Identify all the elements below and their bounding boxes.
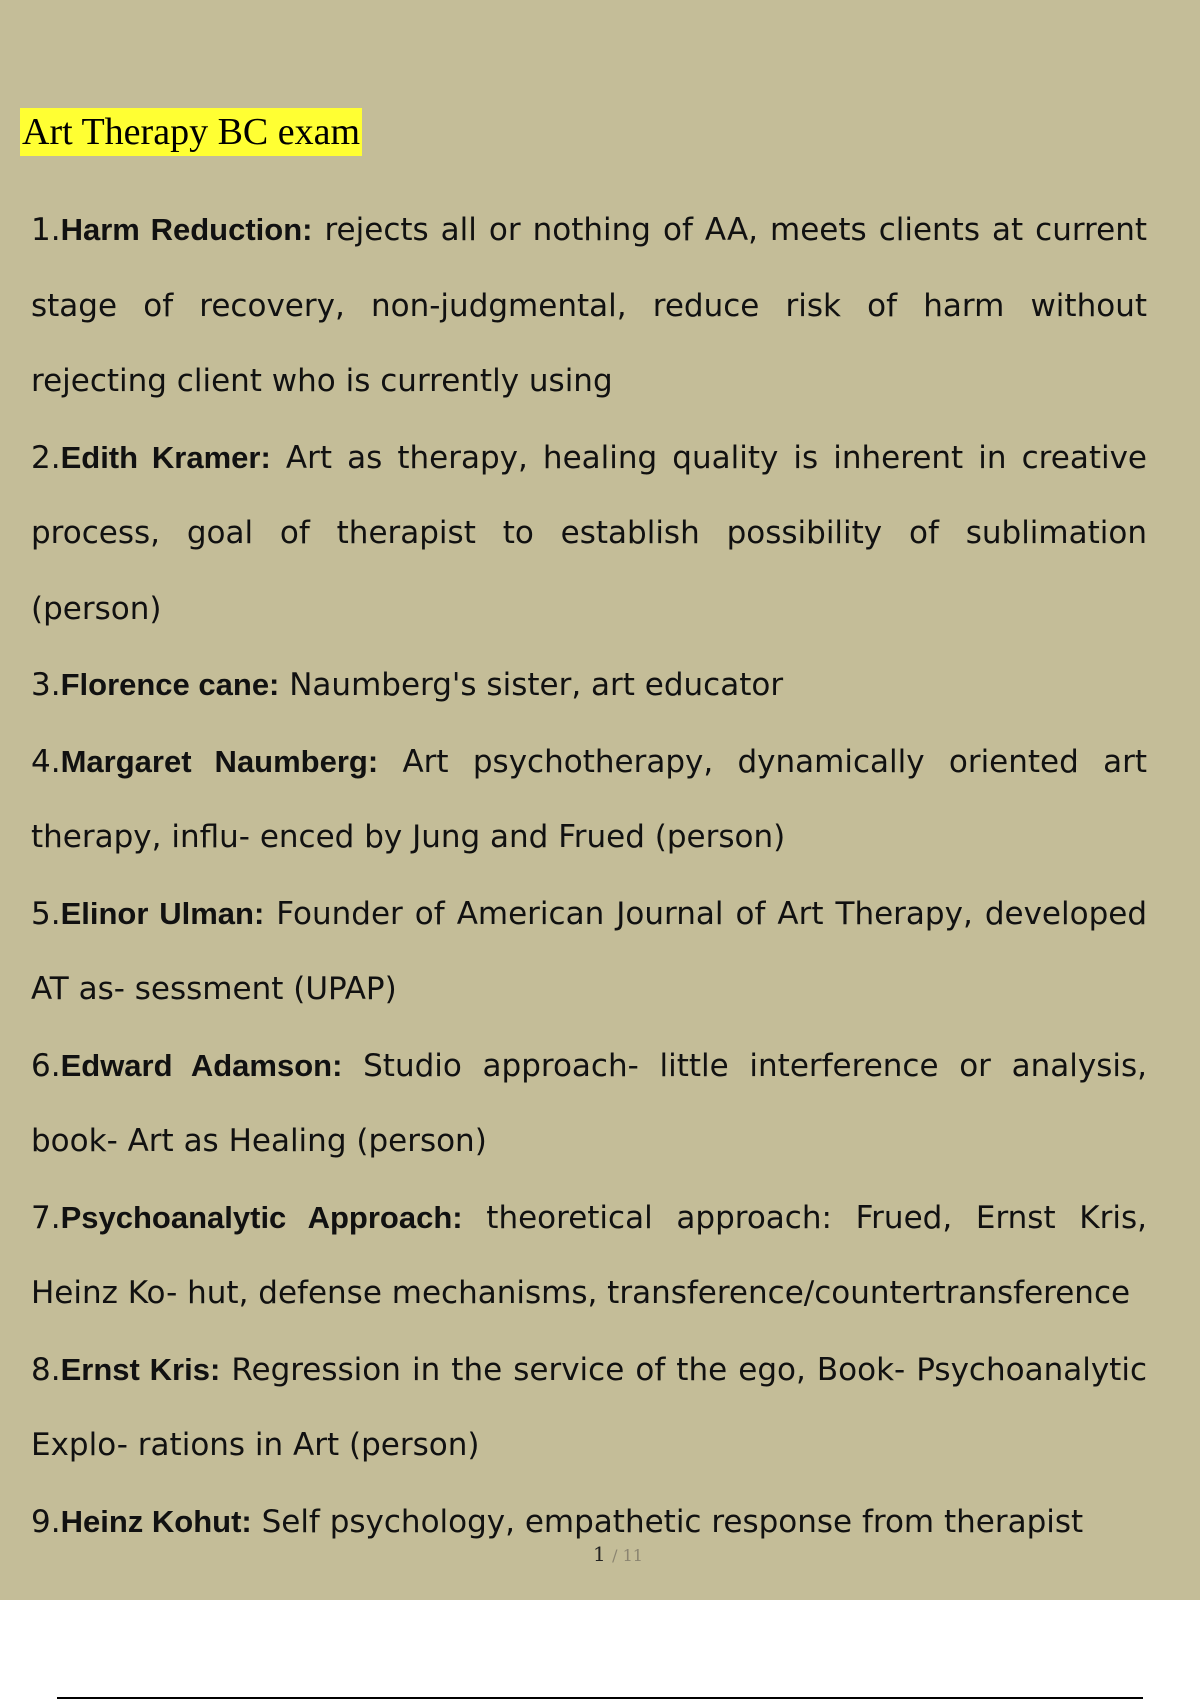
- item-number: 1.: [31, 212, 61, 248]
- divider-line: [57, 1697, 1143, 1699]
- item-number: 8.: [31, 1351, 61, 1388]
- item-definition: rejects all or nothing of AA, meets clients at current stage of recovery, non-judgmental, reduce risk of harm without rejecting client who is currently using: [31, 212, 1147, 399]
- entry-list: [31, 192, 1147, 1560]
- page-indicator: [0, 1542, 1200, 1566]
- item-term: Margaret Naumberg:: [60, 743, 379, 779]
- item-definition: Art psychotherapy, dynamically oriented art therapy, influ- enced by Jung and Frued (person): [31, 743, 1147, 855]
- item-term: Psychoanalytic Approach:: [60, 1199, 463, 1235]
- item-term: Florence cane:: [60, 667, 280, 702]
- item-number: 5.: [31, 895, 61, 932]
- list-item: [31, 647, 1147, 724]
- list-item: [31, 420, 1147, 648]
- item-number: 4.: [31, 743, 61, 780]
- item-number: 6.: [31, 1047, 61, 1084]
- list-item: [31, 192, 1147, 420]
- item-definition: Founder of American Journal of Art Therapy, developed AT as- sessment (UPAP): [31, 895, 1147, 1007]
- item-definition: theoretical approach: Frued, Ernst Kris, Heinz Ko- hut, defense mechanisms, transference/countertransference: [31, 1199, 1148, 1311]
- page-title: Art Therapy BC exam: [20, 108, 362, 156]
- item-definition: Art as therapy, healing quality is inherent in creative process, goal of therapist to establish possibility of sublimation (person): [31, 439, 1148, 627]
- item-term: Ernst Kris:: [60, 1351, 221, 1387]
- page-total: / 11: [612, 1546, 643, 1565]
- item-definition: Naumberg's sister, art educator: [279, 667, 784, 703]
- list-item: [31, 1028, 1147, 1180]
- item-term: Edward Adamson:: [60, 1047, 343, 1083]
- item-definition: Self psychology, empathetic response from therapist: [251, 1503, 1084, 1540]
- page-number: 1: [593, 1542, 606, 1566]
- list-item: [31, 724, 1147, 876]
- list-item: [31, 876, 1147, 1028]
- item-number: 9.: [31, 1503, 61, 1540]
- item-term: Edith Kramer:: [60, 439, 271, 475]
- item-definition: Regression in the service of the ego, Book- Psychoanalytic Explo- rations in Art (person): [31, 1351, 1147, 1463]
- item-number: 2.: [31, 439, 61, 476]
- list-item: [31, 1180, 1147, 1332]
- item-number: 3.: [31, 667, 61, 703]
- item-definition: Studio approach- little interference or analysis, book- Art as Healing (person): [31, 1047, 1147, 1159]
- item-term: Elinor Ulman:: [60, 895, 265, 931]
- item-number: 7.: [31, 1199, 61, 1236]
- item-term: Heinz Kohut:: [60, 1503, 252, 1539]
- item-term: Harm Reduction:: [60, 212, 313, 247]
- list-item: [31, 1332, 1147, 1484]
